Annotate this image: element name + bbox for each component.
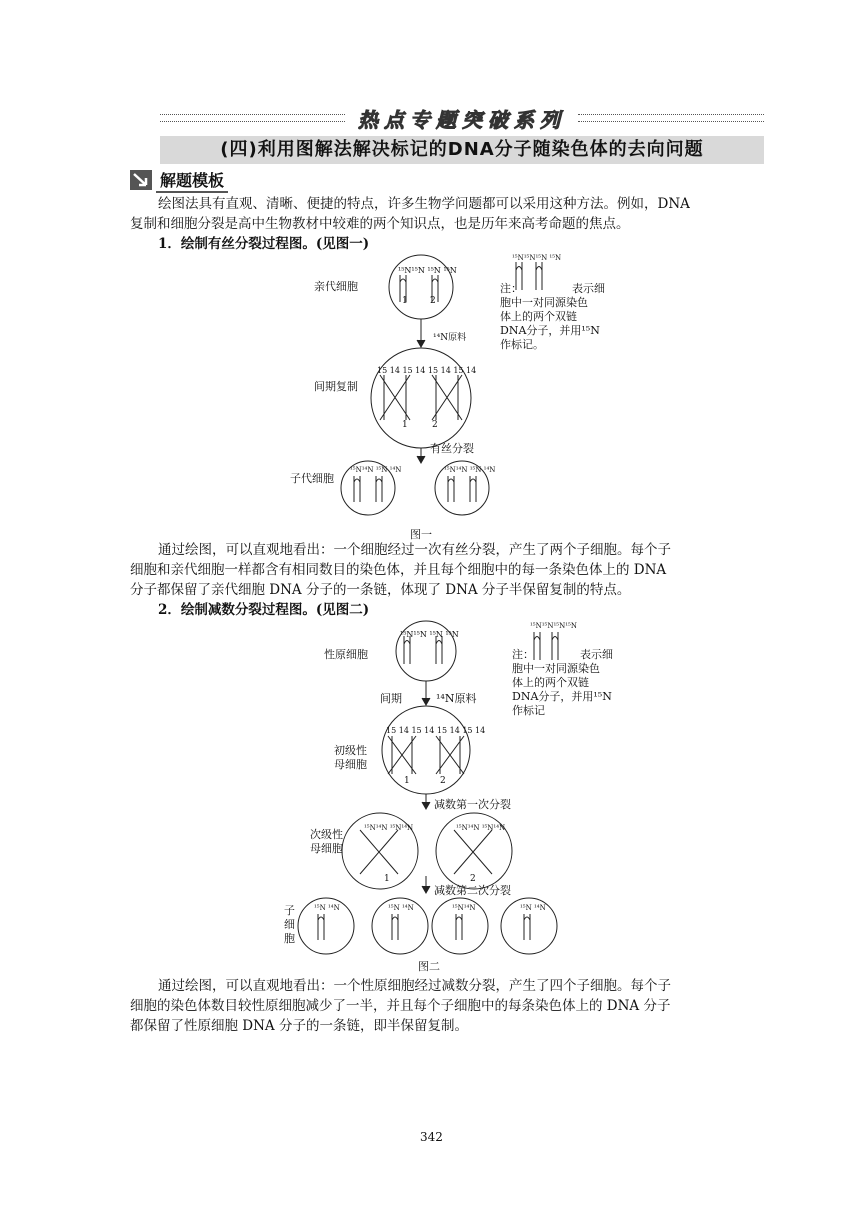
- section1-body-1: 通过绘图，可以直观地看出：一个细胞经过一次有丝分裂，产生了两个子细胞。每个子: [158, 542, 671, 558]
- daughter-n-labels-1: ¹⁵N¹⁴N ¹⁵N ¹⁴N: [350, 466, 402, 474]
- page-number: 342: [420, 1130, 443, 1144]
- note-n-labels: ¹⁵N¹⁵N¹⁵N ¹⁵N: [512, 254, 562, 262]
- section-tag: [130, 168, 228, 192]
- secondary-n-labels-2: ¹⁵N¹⁴N ¹⁵N¹⁴N: [456, 824, 506, 832]
- daughter-3-n: ¹⁵N¹⁴N: [452, 904, 476, 912]
- germ-cell-label: 性原细胞: [324, 648, 368, 661]
- section2-body-2: 细胞的染色体数目较性原细胞减少了一半，并且每个子细胞中的每条染色体上的 DNA 分子: [130, 998, 671, 1014]
- num-2: 2: [430, 296, 436, 306]
- note-n-labels-2: ¹⁵N¹⁵N¹⁵N¹⁵N: [530, 622, 577, 630]
- note-text: 注： 表示细 胞中一对同源染色 体上的两个双链 DNA分子，并用¹⁵N 作标记。: [500, 282, 605, 351]
- section1-heading: 1．绘制有丝分裂过程图。(见图一): [158, 236, 370, 252]
- num-1b: 1: [402, 420, 408, 430]
- daughter-cell-label: 子代细胞: [290, 472, 334, 485]
- daughter-label-vertical: 子 细 胞: [284, 904, 295, 945]
- replication-label: 间期复制: [314, 380, 358, 393]
- topic-title: (四)利用图解法解决标记的DNA分子随染色体的去向问题: [160, 136, 764, 164]
- num-2d: 2: [470, 874, 476, 884]
- section-tag-label: 解题模板: [156, 168, 228, 193]
- primary-label-1: 初级性: [334, 744, 367, 757]
- figure-mitosis: [280, 250, 620, 542]
- interphase-label: 间期: [380, 692, 402, 705]
- figure-2-caption: 图二: [418, 960, 440, 973]
- note-text-2: 注： 表示细 胞中一对同源染色 体上的两个双链 DNA分子，并用¹⁵N 作标记: [512, 648, 613, 717]
- dotted-rule-left: [160, 114, 345, 122]
- raw-material-label-2: ¹⁴N原料: [436, 692, 477, 705]
- section1-body-2: 细胞和亲代细胞一样都含有相同数目的染色体，并且每个细胞中的每一条染色体上的 DNA: [130, 562, 667, 578]
- mitosis-label: 有丝分裂: [430, 442, 474, 455]
- meiosis1-label: 减数第一次分裂: [434, 798, 511, 811]
- section2-body-1: 通过绘图，可以直观地看出：一个性原细胞经过减数分裂，产生了四个子细胞。每个子: [158, 978, 671, 994]
- secondary-n-labels-1: ¹⁵N¹⁴N ¹⁵N¹⁴N: [364, 824, 414, 832]
- section1-body-3: 分子都保留了亲代细胞 DNA 分子的一条链，体现了 DNA 分子半保留复制的特点。: [130, 582, 631, 598]
- intro-line-2: 复制和细胞分裂是高中生物教材中较难的两个知识点，也是历年来高考命题的焦点。: [130, 216, 630, 232]
- figure-1-caption: 图一: [410, 528, 432, 541]
- strand-marks-2: 15 14 15 14 15 14 15 14: [386, 726, 486, 735]
- dotted-rule-right: [578, 114, 764, 122]
- arrow-icon: [130, 170, 152, 190]
- daughter-n-labels-2: ¹⁵N¹⁴N ¹⁵N ¹⁴N: [444, 466, 496, 474]
- parent-cell-label: 亲代细胞: [314, 280, 358, 293]
- figure-meiosis: [280, 618, 620, 978]
- germ-n-labels: ¹⁵N¹⁵N ¹⁵N ¹⁵N: [400, 630, 459, 639]
- series-title: 热点专题突破系列: [358, 108, 566, 132]
- daughter-4-n: ¹⁵N ¹⁴N: [520, 904, 546, 912]
- daughter-2-n: ¹⁵N ¹⁴N: [388, 904, 414, 912]
- raw-material-label: ¹⁴N原料: [433, 333, 467, 343]
- daughter-1-n: ¹⁵N ¹⁴N: [314, 904, 340, 912]
- parent-n-labels: ¹⁵N¹⁵N ¹⁵N ¹⁵N: [398, 266, 457, 275]
- num-1: 1: [402, 296, 408, 306]
- series-header: [160, 106, 764, 134]
- num-1d: 1: [384, 874, 390, 884]
- num-2c: 2: [440, 776, 446, 786]
- primary-label-2: 母细胞: [334, 758, 367, 771]
- meiosis2-label: 减数第二次分裂: [434, 884, 511, 897]
- intro-line-1: 绘图法具有直观、清晰、便捷的特点，许多生物学问题都可以采用这种方法。例如，DNA: [158, 196, 690, 212]
- section2-body-3: 都保留了性原细胞 DNA 分子的一条链，即半保留复制。: [130, 1018, 468, 1034]
- section2-heading: 2．绘制减数分裂过程图。(见图二): [158, 602, 370, 618]
- num-1c: 1: [404, 776, 410, 786]
- secondary-label-1: 次级性: [310, 828, 343, 841]
- strand-marks: 15 14 15 14 15 14 15 14: [377, 366, 477, 375]
- num-2b: 2: [432, 420, 438, 430]
- secondary-label-2: 母细胞: [310, 842, 343, 855]
